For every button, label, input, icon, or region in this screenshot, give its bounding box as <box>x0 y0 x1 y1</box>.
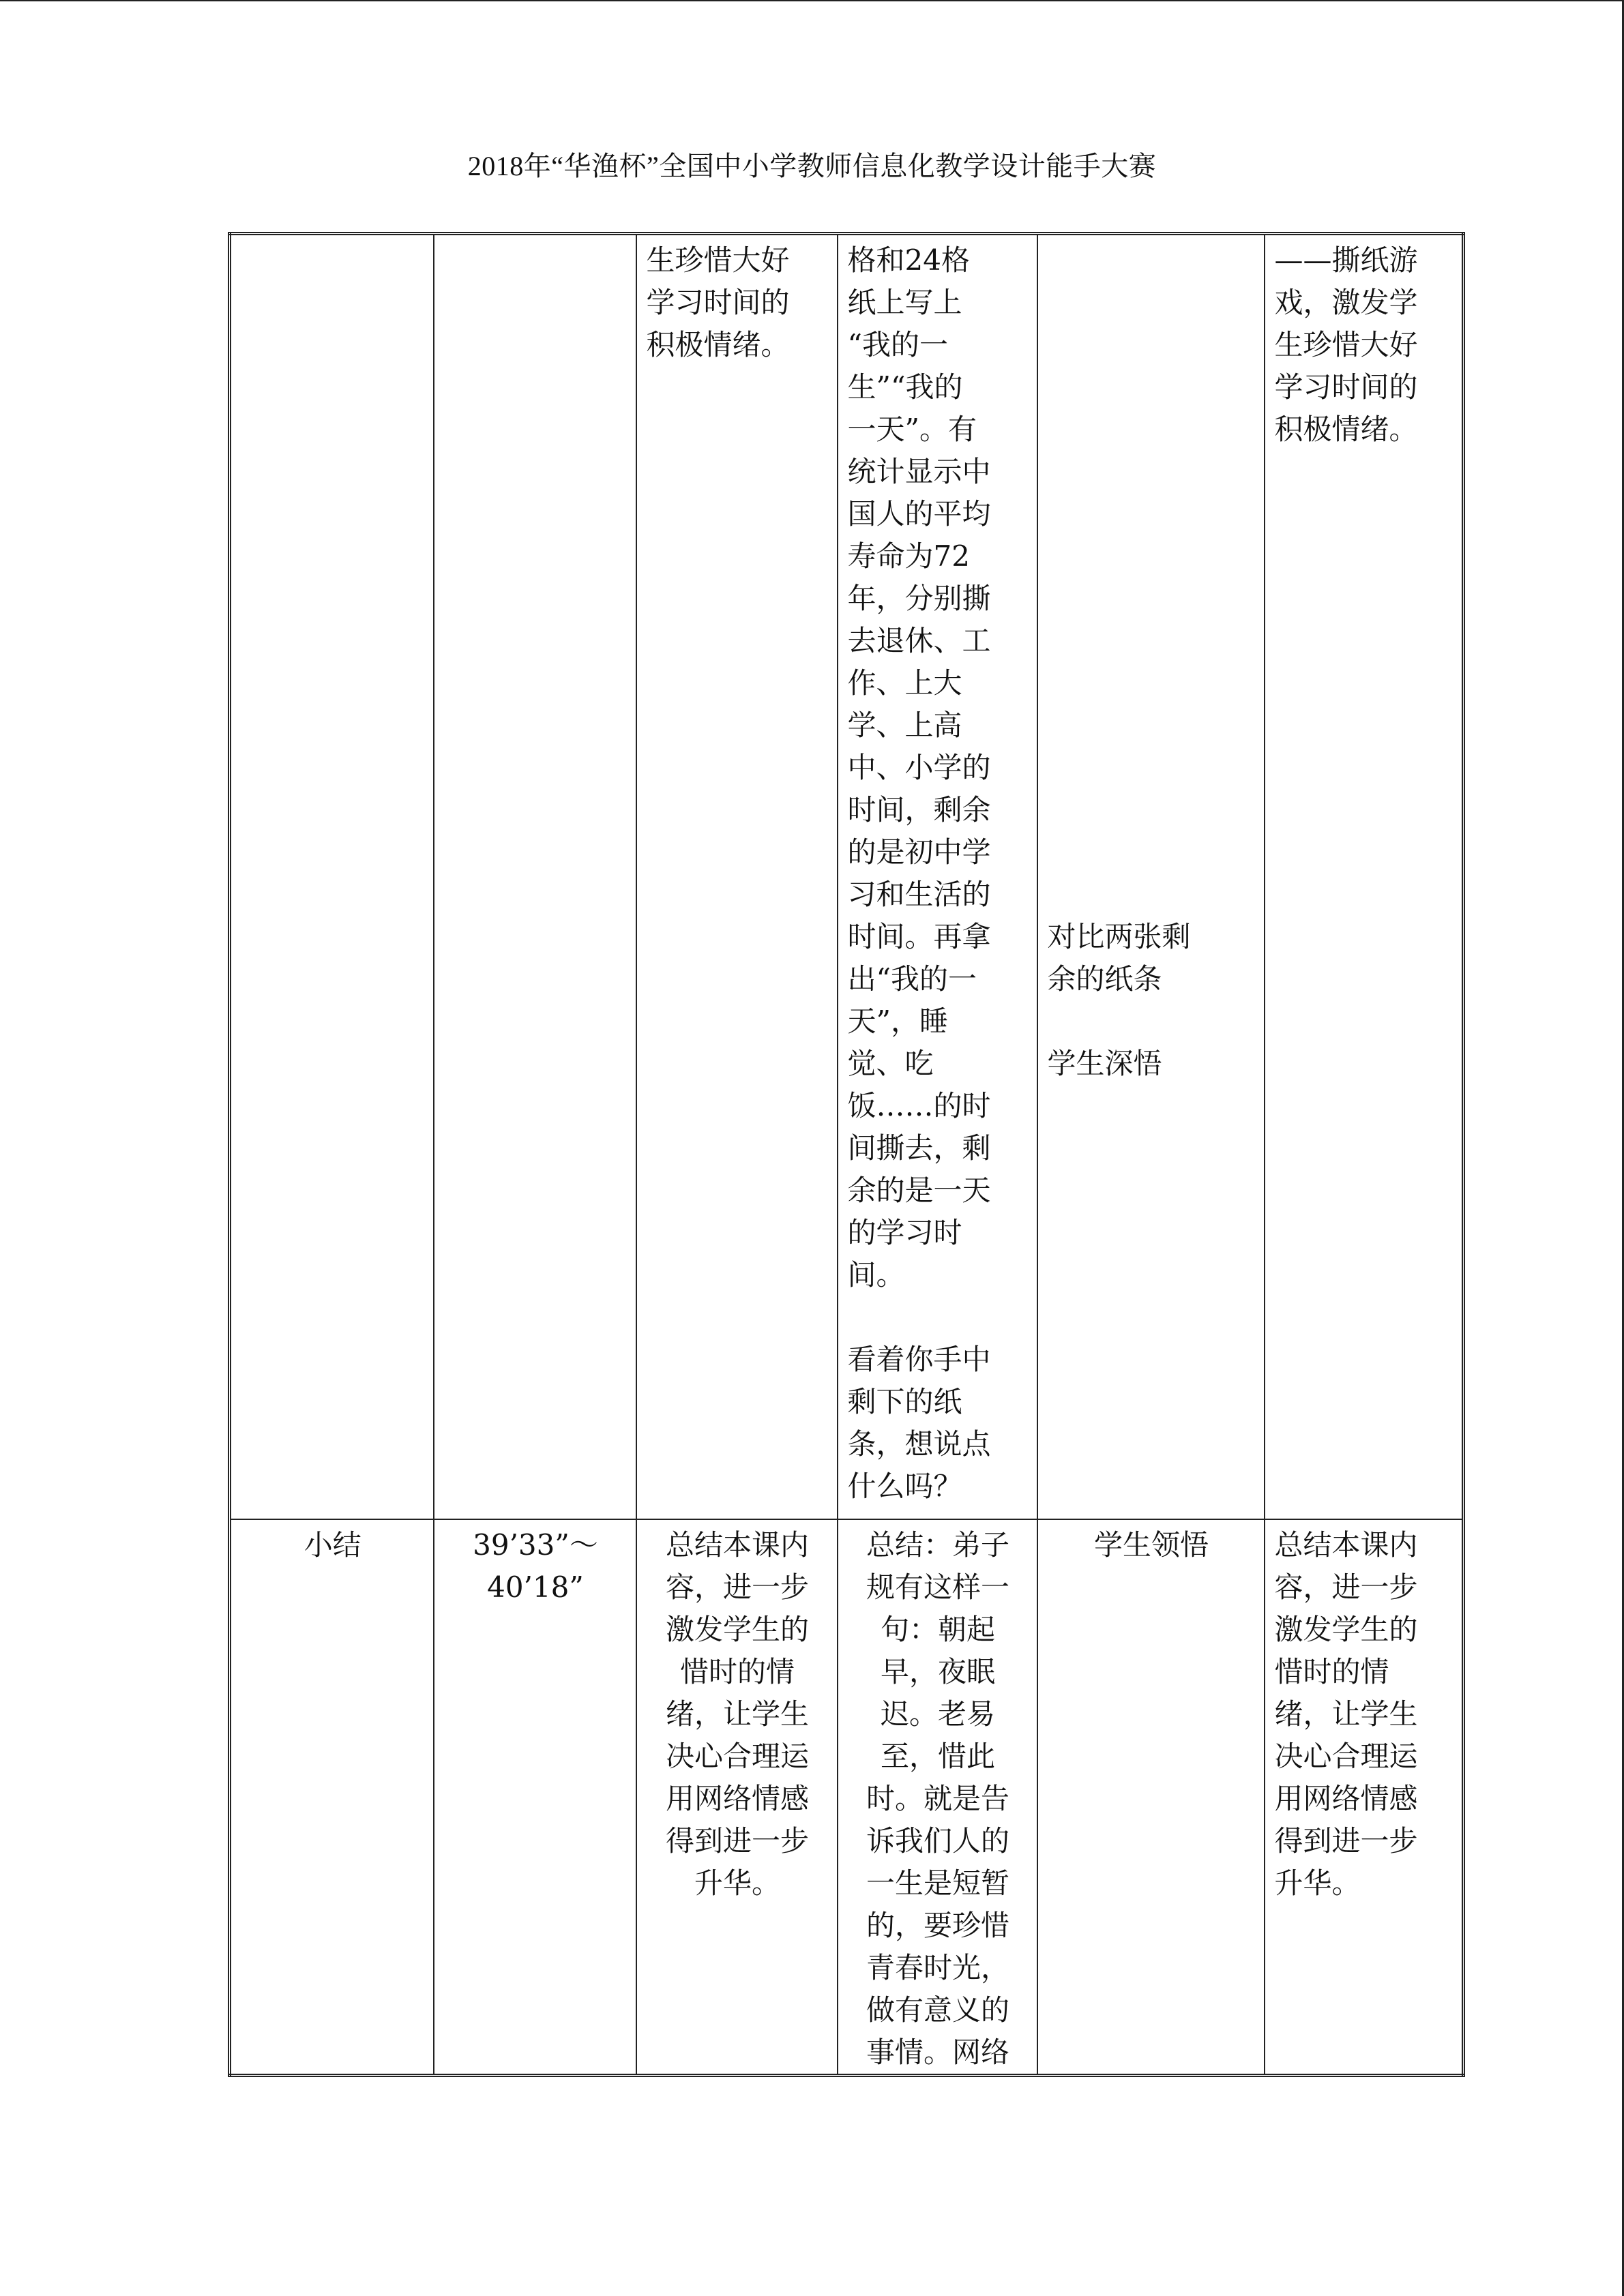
cell-time: 39’33”～ 40’18” <box>434 1519 636 2076</box>
cell-student-activity: 对比两张剩 余的纸条 学生深悟 <box>1037 234 1265 1520</box>
cell-goal: 生珍惜大好 学习时间的 积极情绪。 <box>636 234 838 1520</box>
cell-goal: 总结本课内 容，进一步 激发学生的 惜时的情 绪，让学生 决心合理运 用网络情感 得到进一步 升华。 <box>636 1519 838 2076</box>
table-row <box>230 234 1464 1520</box>
cell-teacher-activity: 总结：弟子 规有这样一 句：朝起 早，夜眠 迟。老易 至，惜此 时。就是告 诉我们人的 一生是短暂 的，要珍惜 青春时光， 做有意义的 事情。网络 <box>838 1519 1037 2076</box>
cell-design-intent: ——撕纸游 戏，激发学 生珍惜大好 学习时间的 积极情绪。 <box>1265 234 1464 1520</box>
cell-teacher-activity: 格和24格 纸上写上 “我的一 生”“我的 一天”。有 统计显示中 国人的平均 寿命为72 年，分别撕 去退休、工 作、上大 学、上高 中、小学的 时间，剩余 的是初中学 习和生活的 时间。再拿 出“我的一 天”，睡 觉、吃 饭……的时 间撕去，剩 余的是一天 的学习时 间。 看着你手中 剩下的纸 条，想说点 什么吗？ <box>838 234 1037 1520</box>
lesson-plan-table <box>228 232 1465 2077</box>
cell-stage <box>230 234 434 1520</box>
cell-student-activity: 学生领悟 <box>1037 1519 1265 2076</box>
page-header-title: 2018年“华渔杯”全国中小学教师信息化教学设计能手大赛 <box>467 151 1157 181</box>
cell-design-intent: 总结本课内 容，进一步 激发学生的 惜时的情 绪，让学生 决心合理运 用网络情感 得到进一步 升华。 <box>1265 1519 1464 2076</box>
cell-stage: 小结 <box>230 1519 434 2076</box>
page-top-border <box>0 0 1624 1</box>
cell-time <box>434 234 636 1520</box>
table-row <box>230 1519 1464 2076</box>
